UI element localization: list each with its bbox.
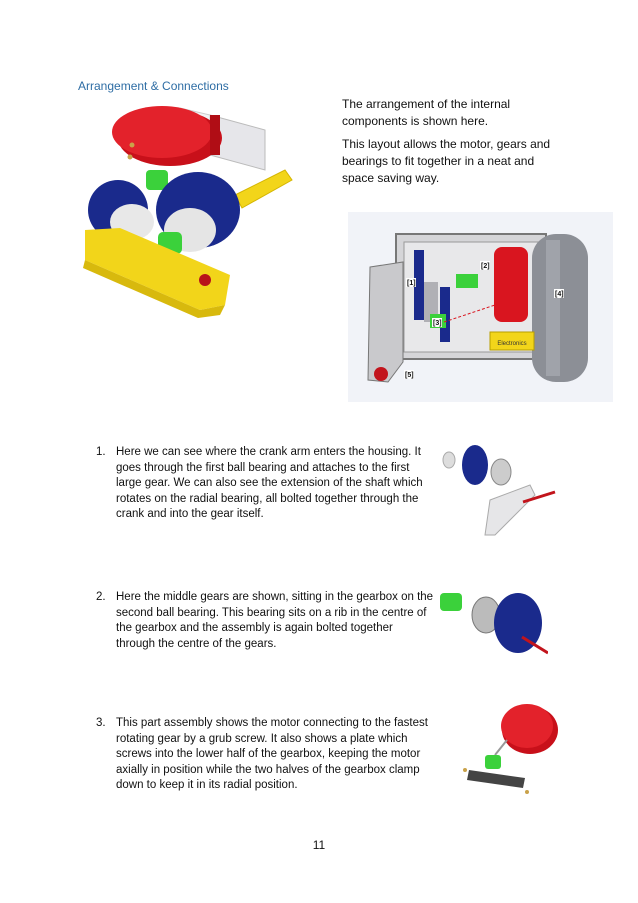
electronics-label: Electronics bbox=[497, 341, 527, 347]
step-number: 1. bbox=[96, 446, 106, 458]
diagram-label-1: [1] bbox=[407, 280, 416, 287]
intro-paragraph-2: This layout allows the motor, gears and bearings to fit together in a neat and space saving way. bbox=[342, 137, 551, 185]
motor-assembly-exploded-image bbox=[455, 700, 565, 810]
step-text: Here we can see where the crank arm enters the housing. It goes through the first ball bearing and attaches to the first large gear. We can also see the extension of the shaft which rotates on the radial bearing, all bolted together through the crank and into the gear itself. bbox=[116, 446, 423, 520]
intro-paragraph-1: The arrangement of the internal components is shown here. bbox=[342, 97, 511, 128]
diagram-label-4: [4] bbox=[555, 291, 564, 298]
step-2 bbox=[96, 590, 436, 680]
diagram-label-2: [2] bbox=[481, 263, 490, 270]
step-3 bbox=[96, 716, 436, 816]
step-text: Here the middle gears are shown, sitting in the gearbox on the second ball bearing. This bearing sits on a rib in the centre of the gearbox and the assembly is again bolted together through the centre of the gears. bbox=[116, 591, 434, 650]
crank-arm-exploded-image bbox=[435, 440, 565, 550]
labelled-assembly-diagram bbox=[348, 212, 613, 402]
step-text: This part assembly shows the motor connecting to the fastest rotating gear by a grub screw. It also shows a plate which screws into the lower half of the gearbox, keeping the motor axially in position while the two halves of the gearbox clamp down to keep it in its radial position. bbox=[116, 717, 428, 791]
step-number: 2. bbox=[96, 591, 106, 603]
diagram-label-5: [5] bbox=[405, 372, 414, 379]
section-heading: Arrangement & Connections bbox=[78, 79, 229, 93]
exploded-assembly-image bbox=[80, 100, 320, 325]
step-number: 3. bbox=[96, 717, 106, 729]
middle-gears-exploded-image bbox=[438, 585, 548, 665]
step-1 bbox=[96, 445, 436, 545]
page-number: 11 bbox=[312, 838, 326, 852]
diagram-label-3: [3] bbox=[433, 320, 442, 327]
